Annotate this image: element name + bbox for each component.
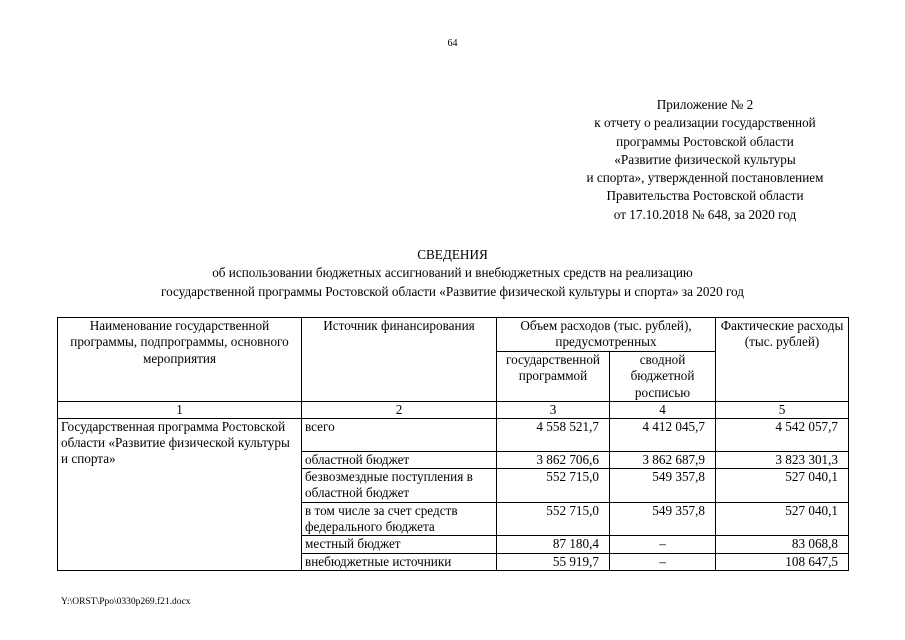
header-actual: Фактические расходы (тыс. рублей) (716, 318, 849, 402)
state-value-cell: 4 558 521,7 (497, 418, 610, 451)
source-cell: безвозмездные поступления в областной бюджет (302, 469, 497, 503)
column-number: 3 (497, 401, 610, 418)
actual-value-cell: 527 040,1 (716, 469, 849, 503)
budget-value-cell: 3 862 687,9 (610, 451, 716, 468)
document-title (0, 246, 905, 301)
header-name: Наименование государственной программы, подпрограммы, основного мероприятия (58, 318, 302, 402)
appendix-line: Приложение № 2 (656, 97, 754, 112)
appendix-line: и спорта», утвержденной постановлением (586, 170, 824, 186)
header-volume: Объем расходов (тыс. рублей), предусмотренных (497, 318, 716, 352)
header-source: Источник финансирования (302, 318, 497, 402)
file-path-footer: Y:\ORST\Ppo\0330p269.f21.docx (61, 597, 191, 607)
source-cell: областной бюджет (302, 451, 497, 468)
budget-value-cell: 549 357,8 (610, 502, 716, 536)
appendix-line: Правительства Ростовской области (606, 188, 804, 204)
appendix-line: «Развитие физической культуры (614, 151, 796, 167)
program-name-cell: Государственная программа Ростовской области «Развитие физической культуры и спорта» (58, 418, 302, 570)
expenses-table (57, 317, 849, 571)
budget-value-cell: 549 357,8 (610, 469, 716, 503)
appendix-note (545, 96, 865, 224)
header-budget-list: сводной бюджетной росписью (610, 352, 716, 402)
column-number: 4 (610, 401, 716, 418)
actual-value-cell: 108 647,5 (716, 553, 849, 570)
actual-value-cell: 527 040,1 (716, 502, 849, 536)
state-value-cell: 3 862 706,6 (497, 451, 610, 468)
page-number: 64 (447, 38, 458, 49)
appendix-line: от 17.10.2018 № 648, за 2020 год (613, 206, 797, 222)
actual-value-cell: 3 823 301,3 (716, 451, 849, 468)
source-cell: всего (302, 418, 497, 451)
state-value-cell: 87 180,4 (497, 536, 610, 553)
actual-value-cell: 4 542 057,7 (716, 418, 849, 451)
title-line: государственной программы Ростовской области «Развитие физической культуры и спорта» за 2020 год (161, 283, 744, 299)
source-cell: местный бюджет (302, 536, 497, 553)
table-header-row (58, 318, 849, 352)
header-state-program: государственной программой (497, 352, 610, 402)
title-heading: СВЕДЕНИЯ (417, 247, 488, 262)
budget-value-cell: – (610, 536, 716, 553)
column-number: 2 (302, 401, 497, 418)
appendix-line: к отчету о реализации государственной (594, 115, 816, 131)
budget-value-cell: – (610, 553, 716, 570)
state-value-cell: 55 919,7 (497, 553, 610, 570)
appendix-line: программы Ростовской области (616, 133, 794, 149)
column-number: 1 (58, 401, 302, 418)
budget-value-cell: 4 412 045,7 (610, 418, 716, 451)
source-cell: в том числе за счет средств федерального бюджета (302, 502, 497, 536)
title-line: об использовании бюджетных ассигнований и внебюджетных средств на реализацию (212, 265, 693, 281)
source-cell: внебюджетные источники (302, 553, 497, 570)
column-number-row (58, 401, 849, 418)
table-row (58, 418, 849, 451)
actual-value-cell: 83 068,8 (716, 536, 849, 553)
column-number: 5 (716, 401, 849, 418)
state-value-cell: 552 715,0 (497, 502, 610, 536)
state-value-cell: 552 715,0 (497, 469, 610, 503)
